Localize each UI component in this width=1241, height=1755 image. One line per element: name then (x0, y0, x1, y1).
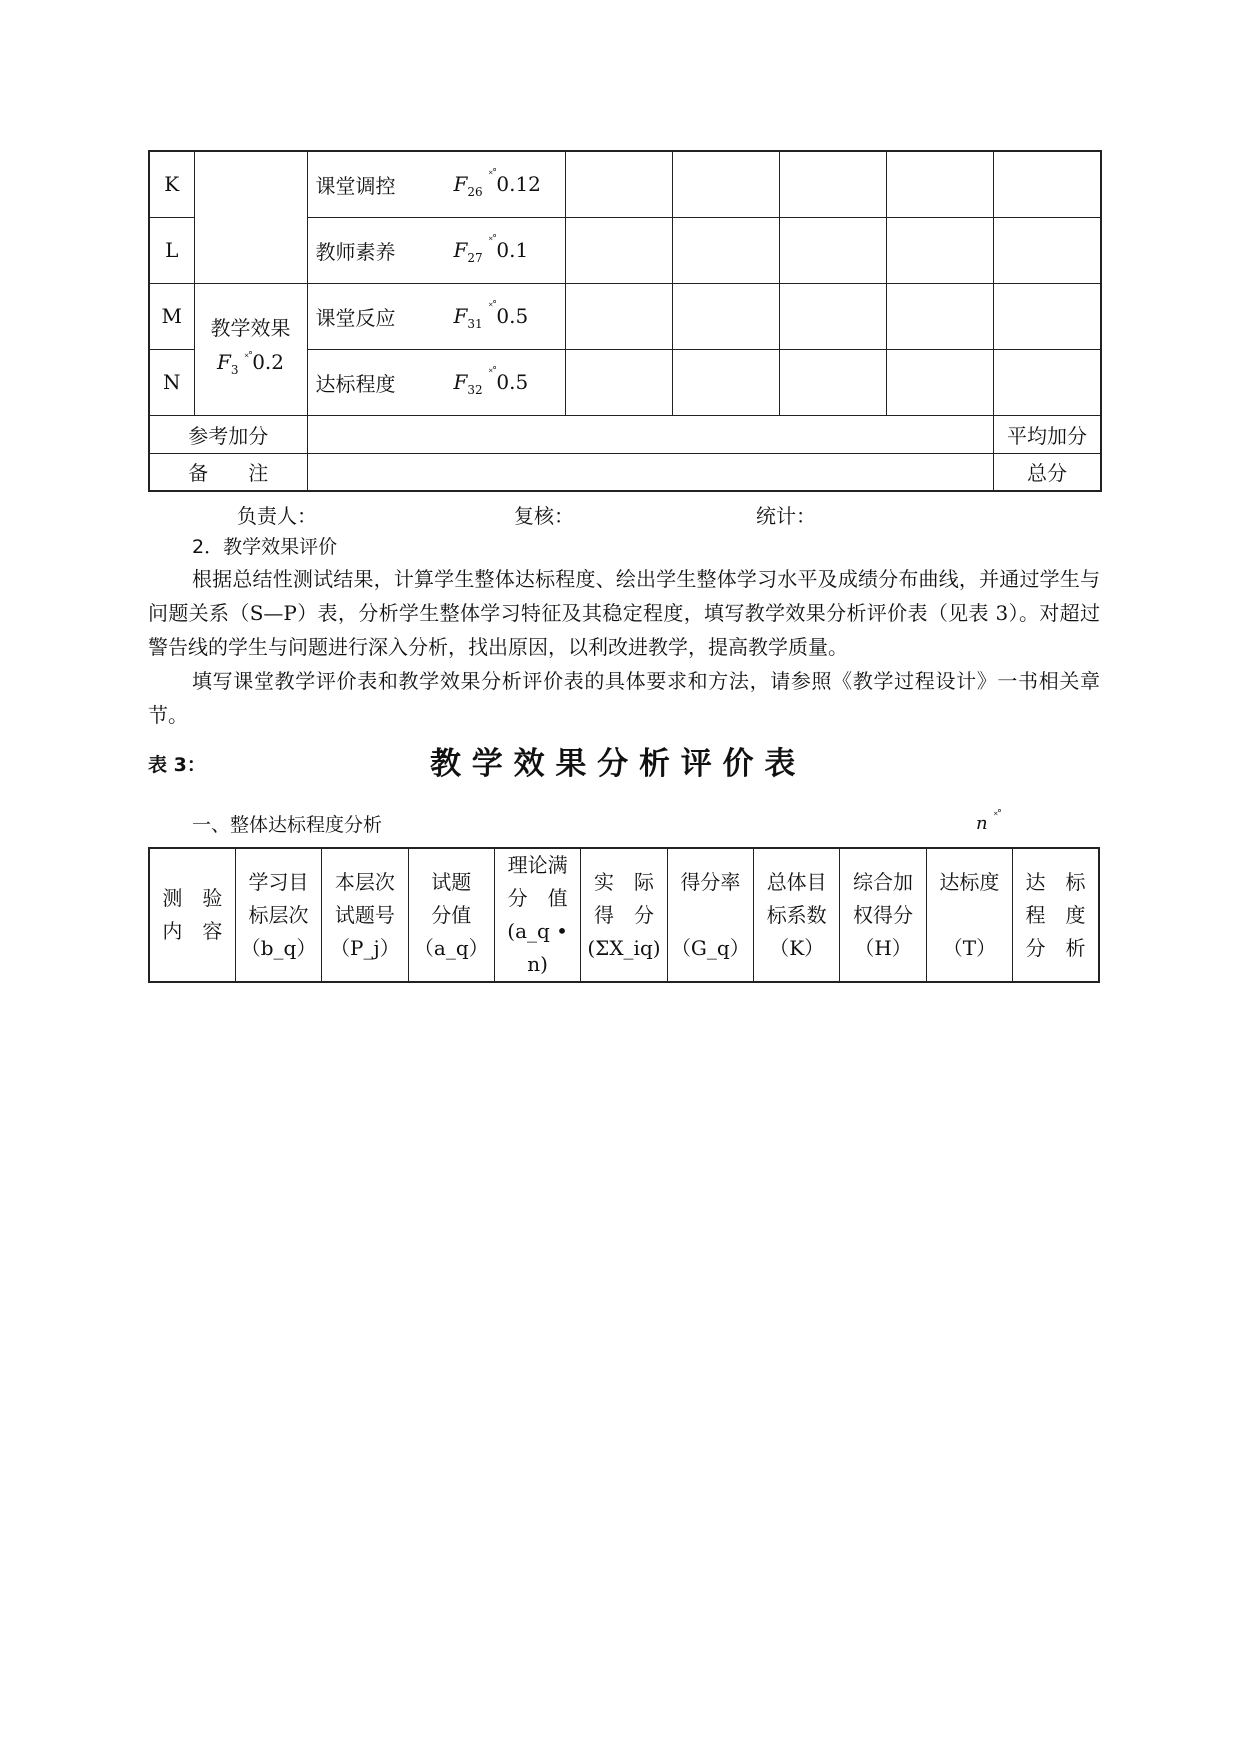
remark-value[interactable] (307, 453, 993, 491)
header-cell: 达 标 程 度 分 析 (1013, 848, 1099, 982)
table-row (149, 415, 1101, 453)
dimension-name: 教学效果 (210, 316, 291, 340)
score-cell[interactable] (779, 283, 886, 349)
row-letter: M (149, 283, 194, 349)
ref-bonus-label: 参考加分 (149, 415, 307, 453)
item-formula: $F_{27}^{˟˚}0.1$ (453, 233, 529, 265)
score-cell[interactable] (886, 349, 993, 415)
score-cell[interactable] (565, 151, 672, 217)
score-cell[interactable] (565, 217, 672, 283)
table3-label: 表 3： (148, 754, 206, 776)
score-cell[interactable] (779, 349, 886, 415)
table3-title: 教 学 效 果 分 析 评 价 表 (430, 746, 796, 782)
header-cell: 本层次 试题号 （P_j） (322, 848, 408, 982)
score-cell[interactable] (993, 349, 1101, 415)
header-cell: 试题 分值 （a_q） (408, 848, 494, 982)
item-cell (307, 283, 565, 349)
header-cell: 理论满 分 值 (a_q • n) (494, 848, 580, 982)
section-paragraph-1: 根据总结性测试结果，计算学生整体达标程度、绘出学生整体学习水平及成绩分布曲线，并通过学生与问题关系（S—P）表，分析学生整体学习特征及其稳定程度，填写教学效果分析评价表（见表 3）。对超过警告线的学生与问题进行深入分析，找出原因，以利改进教学，提高教学质量。 (148, 567, 1100, 659)
score-cell[interactable] (993, 151, 1101, 217)
row-letter: K (149, 151, 194, 217)
header-cell: 测 验 内 容 (149, 848, 235, 982)
item-name: 教师素养 (315, 239, 396, 264)
header-cell: 综合加 权得分 （H） (840, 848, 926, 982)
signature-review: 复核： (514, 504, 574, 528)
item-name: 课堂反应 (315, 305, 396, 330)
score-cell[interactable] (886, 151, 993, 217)
header-cell: 学习目 标层次 （b_q） (235, 848, 321, 982)
score-cell[interactable] (779, 217, 886, 283)
header-cell: 达标度 （T） (926, 848, 1012, 982)
score-cell[interactable] (672, 349, 779, 415)
score-cell[interactable] (993, 217, 1101, 283)
ref-bonus-value[interactable] (307, 415, 993, 453)
item-name: 达标程度 (315, 371, 396, 396)
dimension-cell (194, 283, 307, 415)
total-label: 总分 (993, 453, 1101, 491)
item-formula: $F_{32}^{˟˚}0.5$ (453, 365, 529, 397)
evaluation-table (148, 150, 1102, 492)
item-cell (307, 217, 565, 283)
header-cell: 实 际 得 分 (ΣX_iq) (581, 848, 667, 982)
score-cell[interactable] (672, 151, 779, 217)
dimension-cell-empty (194, 151, 307, 283)
table-row (149, 453, 1101, 491)
table-row (149, 283, 1101, 349)
header-cell: 总体目 标系数 （K） (754, 848, 840, 982)
table3-subtitle: 一、整体达标程度分析 (192, 814, 383, 836)
score-cell[interactable] (993, 283, 1101, 349)
item-formula: $F_{31}^{˟˚}0.5$ (453, 299, 529, 331)
item-cell (307, 349, 565, 415)
score-cell[interactable] (672, 283, 779, 349)
score-cell[interactable] (565, 283, 672, 349)
row-letter: L (149, 217, 194, 283)
signature-stats: 统计： (756, 504, 816, 528)
score-cell[interactable] (886, 283, 993, 349)
signature-responsible: 负责人： (237, 504, 317, 528)
avg-bonus-label: 平均加分 (993, 415, 1101, 453)
score-cell[interactable] (565, 349, 672, 415)
remark-label: 备 注 (149, 453, 307, 491)
achievement-table (148, 847, 1100, 983)
header-cell: 得分率 （G_q） (667, 848, 753, 982)
section-heading: 2．教学效果评价 (192, 536, 338, 558)
section-paragraph-2: 填写课堂教学评价表和教学效果分析评价表的具体要求和方法，请参照《教学过程设计》一书相关章节。 (148, 669, 1100, 727)
item-name: 课堂调控 (315, 174, 396, 198)
table-row (149, 151, 1101, 217)
item-formula: $F_{26}^{˟˚}0.12$ (453, 168, 541, 199)
item-cell (307, 151, 565, 217)
dimension-formula: $F_3^{˟˚}0.2$ (216, 350, 285, 377)
score-cell[interactable] (886, 217, 993, 283)
header-row (149, 848, 1099, 982)
row-letter: N (149, 349, 194, 415)
n-indicator: n ˟˚ (976, 809, 1002, 834)
score-cell[interactable] (779, 151, 886, 217)
score-cell[interactable] (672, 217, 779, 283)
